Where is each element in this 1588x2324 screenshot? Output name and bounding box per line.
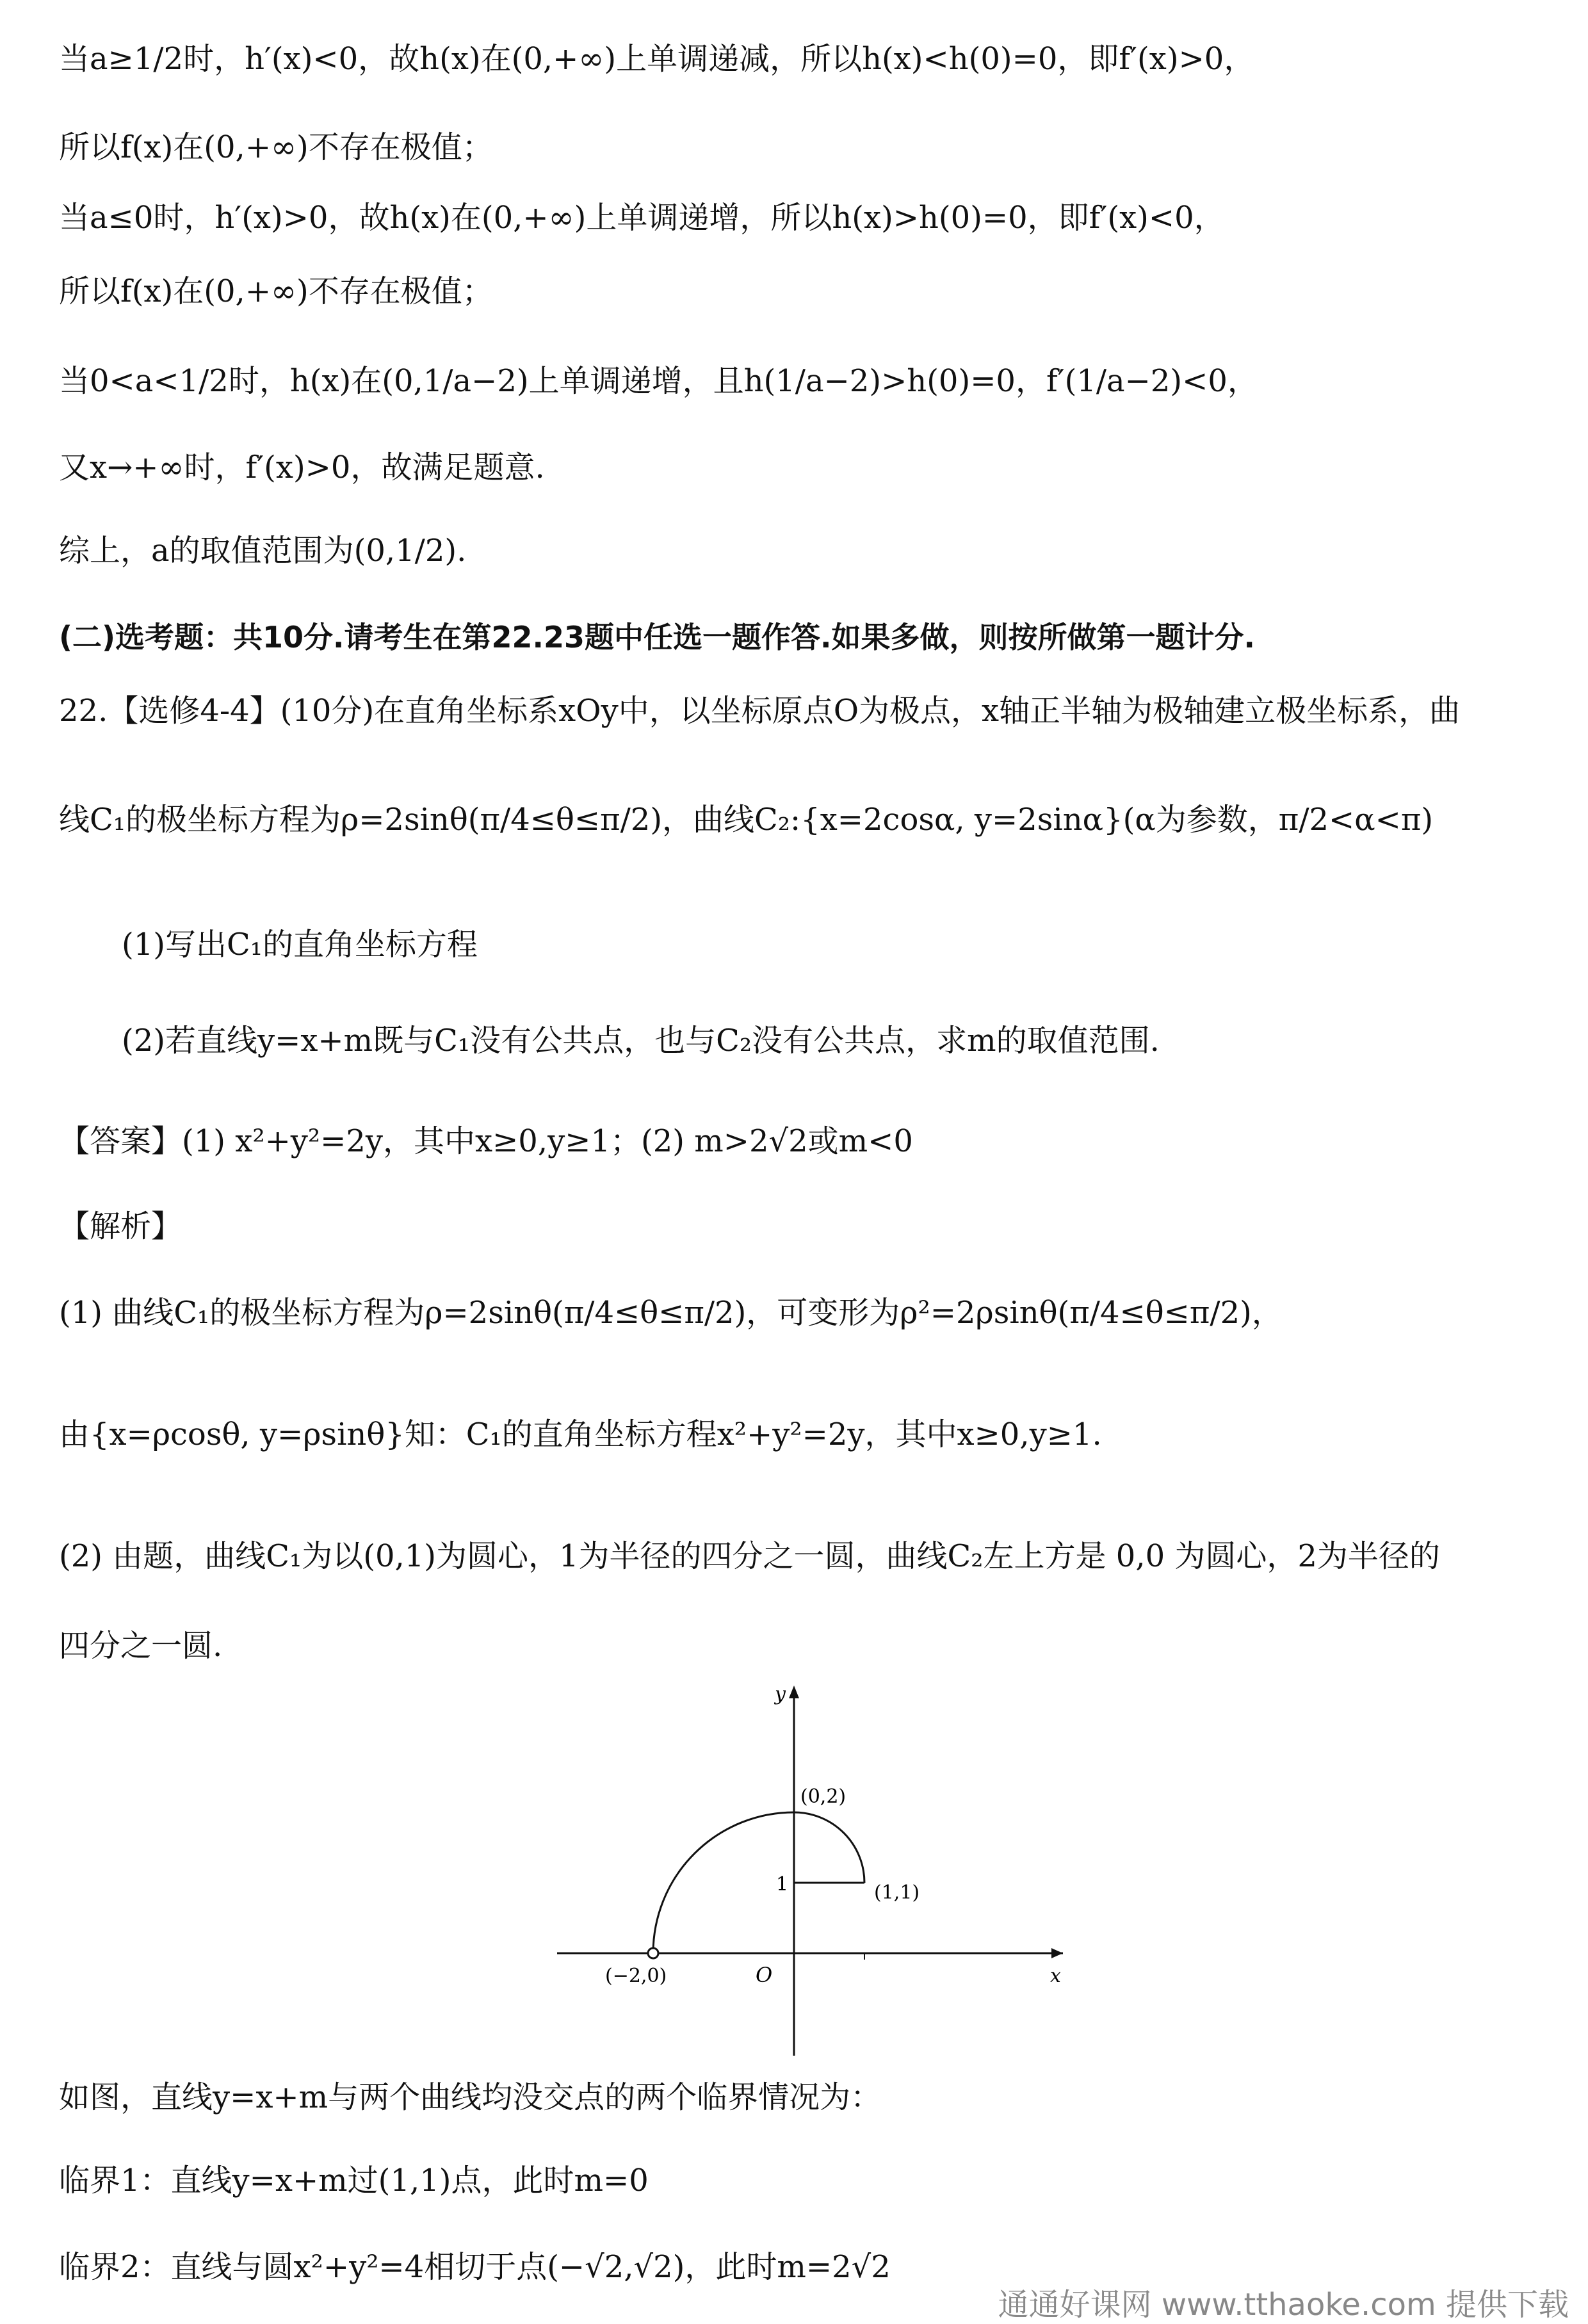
open-point-left xyxy=(648,1948,658,1958)
text-line-2: 所以f(x)在(0,+∞)不存在极值； xyxy=(59,129,493,165)
question-22-line-1: 22.【选修4-4】(10分)在直角坐标系xOy中，以坐标原点O为极点，x轴正半轴为极轴建立极坐标系，曲 xyxy=(59,693,1461,729)
analysis-part-2b: 四分之一圆. xyxy=(59,1628,223,1664)
curve-diagram xyxy=(551,1678,1076,2062)
text-line-3: 当a≤0时，h′(x)>0，故h(x)在(0,+∞)上单调递增，所以h(x)>h(0)=0，即f′(x)<0， xyxy=(59,200,1225,236)
answer-line: 【答案】(1) x²+y²=2y，其中x≥0,y≥1；(2) m>2√2或m<0 xyxy=(59,1123,913,1159)
analysis-part-1b: 由{x=ρcosθ, y=ρsinθ}知：C₁的直角坐标方程x²+y²=2y，其中x≥0,y≥1. xyxy=(59,1417,1102,1452)
y-axis-arrow xyxy=(789,1686,799,1698)
subquestion-2: (2)若直线y=x+m既与C₁没有公共点，也与C₂没有公共点，求m的取值范围. xyxy=(122,1023,1160,1059)
analysis-part-2: (2) 由题，曲线C₁为以(0,1)为圆心，1为半径的四分之一圆，曲线C₂左上方是 0,0 为圆心，2为半径的 xyxy=(59,1538,1440,1574)
curve-c2 xyxy=(653,1812,794,1953)
origin-label: O xyxy=(756,1963,773,1987)
subquestion-1: (1)写出C₁的直角坐标方程 xyxy=(122,927,478,963)
point-right-label: (1,1) xyxy=(874,1881,920,1904)
x-axis-label: x xyxy=(1050,1965,1061,1987)
y-axis-label: y xyxy=(775,1683,786,1705)
watermark: 通通好课网 www.tthaoke.com 提供下载 xyxy=(998,2287,1569,2323)
point-top-label: (0,2) xyxy=(800,1785,847,1808)
text-line-4: 所以f(x)在(0,+∞)不存在极值； xyxy=(59,273,493,309)
text-line-1: 当a≥1/2时，h′(x)<0，故h(x)在(0,+∞)上单调递减，所以h(x)<h(0)=0，即f′(x)>0， xyxy=(59,41,1255,77)
tick-one-label: 1 xyxy=(776,1873,789,1896)
analysis-heading: 【解析】 xyxy=(59,1208,182,1244)
critical-intro: 如图，直线y=x+m与两个曲线均没交点的两个临界情况为： xyxy=(59,2079,882,2115)
section-heading: (二)选考题：共10分.请考生在第22.23题中任选一题作答.如果多做，则按所做第一题计分. xyxy=(59,620,1255,654)
curve-c1 xyxy=(794,1812,864,1883)
question-22-line-2: 线C₁的极坐标方程为ρ=2sinθ(π/4≤θ≤π/2)，曲线C₂:{x=2cosα, y=2sinα}(α为参数，π/2<α<π) xyxy=(59,802,1434,838)
critical-case-2: 临界2：直线与圆x²+y²=4相切于点(−√2,√2)，此时m=2√2 xyxy=(59,2249,891,2285)
point-left-label: (−2,0) xyxy=(605,1965,667,1987)
x-axis-arrow xyxy=(1051,1948,1063,1958)
text-line-6: 又x→+∞时，f′(x)>0，故满足题意. xyxy=(59,450,545,485)
text-line-7: 综上，a的取值范围为(0,1/2). xyxy=(59,533,467,569)
critical-case-1: 临界1：直线y=x+m过(1,1)点，此时m=0 xyxy=(59,2163,649,2198)
analysis-part-1: (1) 曲线C₁的极坐标方程为ρ=2sinθ(π/4≤θ≤π/2)，可变形为ρ²=2ρsinθ(π/4≤θ≤π/2)， xyxy=(59,1295,1283,1331)
text-line-5: 当0<a<1/2时，h(x)在(0,1/a−2)上单调递增，且h(1/a−2)>h(0)=0，f′(1/a−2)<0， xyxy=(59,363,1258,399)
